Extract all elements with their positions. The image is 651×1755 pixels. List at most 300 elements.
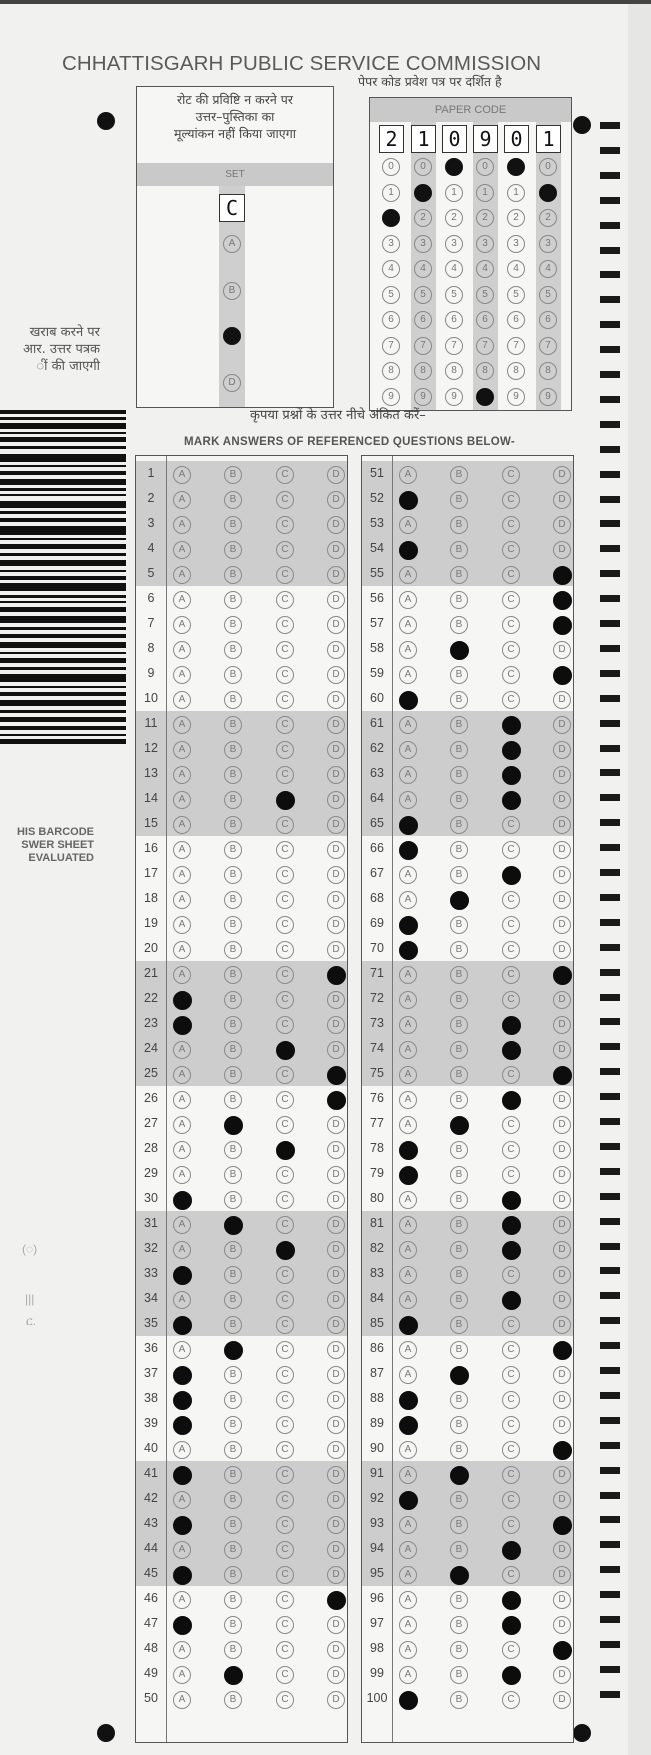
paper-code-bubble-3[interactable]: 3 — [539, 235, 557, 253]
answer-66-option-a-bubble[interactable] — [399, 841, 418, 860]
answer-31-option-c-bubble[interactable]: C — [276, 1216, 294, 1234]
answer-57-option-b-bubble[interactable]: B — [450, 616, 468, 634]
answer-29-option-d-bubble[interactable]: D — [327, 1166, 345, 1184]
answer-56-option-a-bubble[interactable]: A — [399, 591, 417, 609]
answer-69-option-c-bubble[interactable]: C — [502, 916, 520, 934]
paper-code-bubble-2[interactable] — [382, 209, 400, 227]
answer-33-option-d-bubble[interactable]: D — [327, 1266, 345, 1284]
answer-50-option-d-bubble[interactable]: D — [327, 1691, 345, 1709]
paper-code-bubble-9[interactable]: 9 — [445, 388, 463, 406]
answer-67-option-a-bubble[interactable]: A — [399, 866, 417, 884]
answer-33-option-b-bubble[interactable]: B — [224, 1266, 242, 1284]
answer-57-option-c-bubble[interactable]: C — [502, 616, 520, 634]
answer-10-option-d-bubble[interactable]: D — [327, 691, 345, 709]
answer-36-option-c-bubble[interactable]: C — [276, 1341, 294, 1359]
paper-code-bubble-2[interactable]: 2 — [476, 209, 494, 227]
answer-2-option-a-bubble[interactable]: A — [173, 491, 191, 509]
paper-code-bubble-8[interactable]: 8 — [382, 362, 400, 380]
answer-82-option-c-bubble[interactable] — [502, 1241, 521, 1260]
answer-19-option-d-bubble[interactable]: D — [327, 916, 345, 934]
answer-53-option-a-bubble[interactable]: A — [399, 516, 417, 534]
answer-21-option-a-bubble[interactable]: A — [173, 966, 191, 984]
answer-66-option-d-bubble[interactable]: D — [553, 841, 571, 859]
answer-50-option-a-bubble[interactable]: A — [173, 1691, 191, 1709]
answer-22-option-d-bubble[interactable]: D — [327, 991, 345, 1009]
answer-76-option-d-bubble[interactable]: D — [553, 1091, 571, 1109]
answer-17-option-c-bubble[interactable]: C — [276, 866, 294, 884]
answer-26-option-a-bubble[interactable]: A — [173, 1091, 191, 1109]
answer-42-option-d-bubble[interactable]: D — [327, 1491, 345, 1509]
answer-90-option-a-bubble[interactable]: A — [399, 1441, 417, 1459]
paper-code-bubble-9[interactable]: 9 — [414, 388, 432, 406]
answer-59-option-b-bubble[interactable]: B — [450, 666, 468, 684]
answer-91-option-c-bubble[interactable]: C — [502, 1466, 520, 1484]
answer-66-option-b-bubble[interactable]: B — [450, 841, 468, 859]
paper-code-bubble-4[interactable]: 4 — [445, 260, 463, 278]
answer-26-option-d-bubble[interactable] — [327, 1091, 346, 1110]
answer-7-option-a-bubble[interactable]: A — [173, 616, 191, 634]
answer-73-option-b-bubble[interactable]: B — [450, 1016, 468, 1034]
answer-41-option-c-bubble[interactable]: C — [276, 1466, 294, 1484]
answer-16-option-c-bubble[interactable]: C — [276, 841, 294, 859]
answer-36-option-b-bubble[interactable] — [224, 1341, 243, 1360]
answer-29-option-c-bubble[interactable]: C — [276, 1166, 294, 1184]
paper-code-bubble-1[interactable]: 1 — [382, 184, 400, 202]
paper-code-bubble-6[interactable]: 6 — [445, 311, 463, 329]
answer-74-option-c-bubble[interactable] — [502, 1041, 521, 1060]
answer-1-option-b-bubble[interactable]: B — [224, 466, 242, 484]
answer-20-option-a-bubble[interactable]: A — [173, 941, 191, 959]
paper-code-bubble-5[interactable]: 5 — [414, 286, 432, 304]
answer-11-option-b-bubble[interactable]: B — [224, 716, 242, 734]
answer-96-option-a-bubble[interactable]: A — [399, 1591, 417, 1609]
answer-54-option-a-bubble[interactable] — [399, 541, 418, 560]
answer-84-option-c-bubble[interactable] — [502, 1291, 521, 1310]
answer-70-option-c-bubble[interactable]: C — [502, 941, 520, 959]
answer-16-option-b-bubble[interactable]: B — [224, 841, 242, 859]
answer-71-option-a-bubble[interactable]: A — [399, 966, 417, 984]
answer-82-option-d-bubble[interactable]: D — [553, 1241, 571, 1259]
paper-code-bubble-2[interactable]: 2 — [445, 209, 463, 227]
answer-39-option-d-bubble[interactable]: D — [327, 1416, 345, 1434]
answer-44-option-b-bubble[interactable]: B — [224, 1541, 242, 1559]
answer-65-option-b-bubble[interactable]: B — [450, 816, 468, 834]
answer-79-option-a-bubble[interactable] — [399, 1166, 418, 1185]
answer-27-option-d-bubble[interactable]: D — [327, 1116, 345, 1134]
answer-46-option-a-bubble[interactable]: A — [173, 1591, 191, 1609]
answer-84-option-b-bubble[interactable]: B — [450, 1291, 468, 1309]
answer-7-option-c-bubble[interactable]: C — [276, 616, 294, 634]
answer-46-option-c-bubble[interactable]: C — [276, 1591, 294, 1609]
answer-13-option-b-bubble[interactable]: B — [224, 766, 242, 784]
answer-3-option-c-bubble[interactable]: C — [276, 516, 294, 534]
paper-code-bubble-7[interactable]: 7 — [414, 337, 432, 355]
answer-9-option-a-bubble[interactable]: A — [173, 666, 191, 684]
answer-68-option-b-bubble[interactable] — [450, 891, 469, 910]
answer-25-option-b-bubble[interactable]: B — [224, 1066, 242, 1084]
answer-17-option-b-bubble[interactable]: B — [224, 866, 242, 884]
answer-6-option-d-bubble[interactable]: D — [327, 591, 345, 609]
answer-43-option-b-bubble[interactable]: B — [224, 1516, 242, 1534]
answer-23-option-c-bubble[interactable]: C — [276, 1016, 294, 1034]
answer-57-option-a-bubble[interactable]: A — [399, 616, 417, 634]
answer-92-option-a-bubble[interactable] — [399, 1491, 418, 1510]
answer-70-option-b-bubble[interactable]: B — [450, 941, 468, 959]
answer-12-option-d-bubble[interactable]: D — [327, 741, 345, 759]
answer-78-option-a-bubble[interactable] — [399, 1141, 418, 1160]
answer-77-option-d-bubble[interactable]: D — [553, 1116, 571, 1134]
answer-39-option-a-bubble[interactable] — [173, 1416, 192, 1435]
answer-39-option-c-bubble[interactable]: C — [276, 1416, 294, 1434]
answer-40-option-a-bubble[interactable]: A — [173, 1441, 191, 1459]
answer-10-option-c-bubble[interactable]: C — [276, 691, 294, 709]
paper-code-bubble-6[interactable]: 6 — [414, 311, 432, 329]
paper-code-bubble-0[interactable]: 0 — [414, 158, 432, 176]
answer-6-option-c-bubble[interactable]: C — [276, 591, 294, 609]
answer-94-option-d-bubble[interactable]: D — [553, 1541, 571, 1559]
paper-code-bubble-3[interactable]: 3 — [414, 235, 432, 253]
answer-81-option-d-bubble[interactable]: D — [553, 1216, 571, 1234]
paper-code-bubble-4[interactable]: 4 — [507, 260, 525, 278]
answer-5-option-b-bubble[interactable]: B — [224, 566, 242, 584]
answer-67-option-d-bubble[interactable]: D — [553, 866, 571, 884]
answer-59-option-d-bubble[interactable] — [553, 666, 572, 685]
answer-65-option-a-bubble[interactable] — [399, 816, 418, 835]
answer-88-option-d-bubble[interactable]: D — [553, 1391, 571, 1409]
paper-code-bubble-5[interactable]: 5 — [539, 286, 557, 304]
answer-21-option-d-bubble[interactable] — [327, 966, 346, 985]
answer-29-option-b-bubble[interactable]: B — [224, 1166, 242, 1184]
answer-3-option-a-bubble[interactable]: A — [173, 516, 191, 534]
answer-7-option-d-bubble[interactable]: D — [327, 616, 345, 634]
answer-62-option-c-bubble[interactable] — [502, 741, 521, 760]
paper-code-bubble-0[interactable] — [507, 158, 525, 176]
answer-50-option-c-bubble[interactable]: C — [276, 1691, 294, 1709]
paper-code-bubble-3[interactable]: 3 — [382, 235, 400, 253]
answer-13-option-d-bubble[interactable]: D — [327, 766, 345, 784]
answer-14-option-c-bubble[interactable] — [276, 791, 295, 810]
answer-19-option-b-bubble[interactable]: B — [224, 916, 242, 934]
answer-35-option-d-bubble[interactable]: D — [327, 1316, 345, 1334]
answer-47-option-b-bubble[interactable]: B — [224, 1616, 242, 1634]
answer-36-option-a-bubble[interactable]: A — [173, 1341, 191, 1359]
answer-52-option-c-bubble[interactable]: C — [502, 491, 520, 509]
answer-29-option-a-bubble[interactable]: A — [173, 1166, 191, 1184]
paper-code-bubble-5[interactable]: 5 — [445, 286, 463, 304]
answer-55-option-b-bubble[interactable]: B — [450, 566, 468, 584]
answer-15-option-b-bubble[interactable]: B — [224, 816, 242, 834]
answer-26-option-b-bubble[interactable]: B — [224, 1091, 242, 1109]
answer-20-option-d-bubble[interactable]: D — [327, 941, 345, 959]
answer-59-option-a-bubble[interactable]: A — [399, 666, 417, 684]
answer-98-option-c-bubble[interactable]: C — [502, 1641, 520, 1659]
answer-62-option-d-bubble[interactable]: D — [553, 741, 571, 759]
answer-28-option-b-bubble[interactable]: B — [224, 1141, 242, 1159]
answer-35-option-c-bubble[interactable]: C — [276, 1316, 294, 1334]
answer-48-option-a-bubble[interactable]: A — [173, 1641, 191, 1659]
paper-code-bubble-1[interactable]: 1 — [445, 184, 463, 202]
answer-38-option-b-bubble[interactable]: B — [224, 1391, 242, 1409]
answer-8-option-d-bubble[interactable]: D — [327, 641, 345, 659]
answer-4-option-b-bubble[interactable]: B — [224, 541, 242, 559]
answer-33-option-a-bubble[interactable] — [173, 1266, 192, 1285]
paper-code-bubble-3[interactable]: 3 — [507, 235, 525, 253]
answer-91-option-d-bubble[interactable]: D — [553, 1466, 571, 1484]
answer-34-option-b-bubble[interactable]: B — [224, 1291, 242, 1309]
answer-93-option-d-bubble[interactable] — [553, 1516, 572, 1535]
answer-55-option-a-bubble[interactable]: A — [399, 566, 417, 584]
answer-49-option-d-bubble[interactable]: D — [327, 1666, 345, 1684]
paper-code-bubble-2[interactable]: 2 — [414, 209, 432, 227]
answer-45-option-a-bubble[interactable] — [173, 1566, 192, 1585]
answer-99-option-b-bubble[interactable]: B — [450, 1666, 468, 1684]
answer-74-option-a-bubble[interactable]: A — [399, 1041, 417, 1059]
answer-9-option-b-bubble[interactable]: B — [224, 666, 242, 684]
answer-61-option-d-bubble[interactable]: D — [553, 716, 571, 734]
answer-34-option-d-bubble[interactable]: D — [327, 1291, 345, 1309]
answer-60-option-c-bubble[interactable]: C — [502, 691, 520, 709]
answer-39-option-b-bubble[interactable]: B — [224, 1416, 242, 1434]
answer-76-option-a-bubble[interactable]: A — [399, 1091, 417, 1109]
answer-78-option-c-bubble[interactable]: C — [502, 1141, 520, 1159]
answer-42-option-c-bubble[interactable]: C — [276, 1491, 294, 1509]
answer-58-option-a-bubble[interactable]: A — [399, 641, 417, 659]
answer-16-option-a-bubble[interactable]: A — [173, 841, 191, 859]
answer-90-option-d-bubble[interactable] — [553, 1441, 572, 1460]
answer-55-option-d-bubble[interactable] — [553, 566, 572, 585]
answer-60-option-a-bubble[interactable] — [399, 691, 418, 710]
answer-64-option-c-bubble[interactable] — [502, 791, 521, 810]
paper-code-bubble-6[interactable]: 6 — [476, 311, 494, 329]
answer-56-option-c-bubble[interactable]: C — [502, 591, 520, 609]
answer-87-option-c-bubble[interactable]: C — [502, 1366, 520, 1384]
paper-code-bubble-9[interactable]: 9 — [382, 388, 400, 406]
answer-30-option-a-bubble[interactable] — [173, 1191, 192, 1210]
answer-71-option-d-bubble[interactable] — [553, 966, 572, 985]
answer-14-option-b-bubble[interactable]: B — [224, 791, 242, 809]
set-option-b-bubble[interactable]: B — [223, 282, 241, 300]
answer-49-option-a-bubble[interactable]: A — [173, 1666, 191, 1684]
set-option-c-bubble[interactable] — [223, 327, 241, 345]
answer-68-option-c-bubble[interactable]: C — [502, 891, 520, 909]
paper-code-bubble-6[interactable]: 6 — [539, 311, 557, 329]
answer-87-option-b-bubble[interactable] — [450, 1366, 469, 1385]
answer-34-option-c-bubble[interactable]: C — [276, 1291, 294, 1309]
answer-42-option-a-bubble[interactable]: A — [173, 1491, 191, 1509]
answer-89-option-a-bubble[interactable] — [399, 1416, 418, 1435]
answer-94-option-b-bubble[interactable]: B — [450, 1541, 468, 1559]
answer-84-option-a-bubble[interactable]: A — [399, 1291, 417, 1309]
answer-88-option-a-bubble[interactable] — [399, 1391, 418, 1410]
paper-code-bubble-0[interactable]: 0 — [382, 158, 400, 176]
answer-62-option-a-bubble[interactable]: A — [399, 741, 417, 759]
answer-71-option-c-bubble[interactable]: C — [502, 966, 520, 984]
answer-4-option-a-bubble[interactable]: A — [173, 541, 191, 559]
answer-4-option-d-bubble[interactable]: D — [327, 541, 345, 559]
answer-1-option-d-bubble[interactable]: D — [327, 466, 345, 484]
answer-38-option-c-bubble[interactable]: C — [276, 1391, 294, 1409]
answer-99-option-c-bubble[interactable] — [502, 1666, 521, 1685]
answer-31-option-a-bubble[interactable]: A — [173, 1216, 191, 1234]
answer-98-option-b-bubble[interactable]: B — [450, 1641, 468, 1659]
answer-97-option-c-bubble[interactable] — [502, 1616, 521, 1635]
answer-61-option-c-bubble[interactable] — [502, 716, 521, 735]
answer-100-option-a-bubble[interactable] — [399, 1691, 418, 1710]
answer-14-option-d-bubble[interactable]: D — [327, 791, 345, 809]
answer-83-option-a-bubble[interactable]: A — [399, 1266, 417, 1284]
answer-82-option-a-bubble[interactable]: A — [399, 1241, 417, 1259]
answer-51-option-b-bubble[interactable]: B — [450, 466, 468, 484]
answer-47-option-c-bubble[interactable]: C — [276, 1616, 294, 1634]
answer-69-option-b-bubble[interactable]: B — [450, 916, 468, 934]
answer-95-option-c-bubble[interactable]: C — [502, 1566, 520, 1584]
set-option-a-bubble[interactable]: A — [223, 235, 241, 253]
answer-24-option-d-bubble[interactable]: D — [327, 1041, 345, 1059]
answer-36-option-d-bubble[interactable]: D — [327, 1341, 345, 1359]
answer-89-option-c-bubble[interactable]: C — [502, 1416, 520, 1434]
paper-code-bubble-1[interactable] — [414, 184, 432, 202]
answer-70-option-d-bubble[interactable]: D — [553, 941, 571, 959]
paper-code-bubble-4[interactable]: 4 — [382, 260, 400, 278]
answer-16-option-d-bubble[interactable]: D — [327, 841, 345, 859]
answer-72-option-a-bubble[interactable]: A — [399, 991, 417, 1009]
answer-32-option-a-bubble[interactable]: A — [173, 1241, 191, 1259]
answer-12-option-a-bubble[interactable]: A — [173, 741, 191, 759]
answer-27-option-a-bubble[interactable]: A — [173, 1116, 191, 1134]
answer-28-option-c-bubble[interactable] — [276, 1141, 295, 1160]
answer-30-option-d-bubble[interactable]: D — [327, 1191, 345, 1209]
answer-74-option-d-bubble[interactable]: D — [553, 1041, 571, 1059]
answer-8-option-c-bubble[interactable]: C — [276, 641, 294, 659]
answer-2-option-b-bubble[interactable]: B — [224, 491, 242, 509]
answer-15-option-c-bubble[interactable]: C — [276, 816, 294, 834]
answer-99-option-d-bubble[interactable]: D — [553, 1666, 571, 1684]
answer-57-option-d-bubble[interactable] — [553, 616, 572, 635]
answer-23-option-d-bubble[interactable]: D — [327, 1016, 345, 1034]
answer-80-option-b-bubble[interactable]: B — [450, 1191, 468, 1209]
answer-77-option-a-bubble[interactable]: A — [399, 1116, 417, 1134]
answer-26-option-c-bubble[interactable]: C — [276, 1091, 294, 1109]
answer-27-option-c-bubble[interactable]: C — [276, 1116, 294, 1134]
paper-code-bubble-4[interactable]: 4 — [414, 260, 432, 278]
answer-96-option-d-bubble[interactable]: D — [553, 1591, 571, 1609]
answer-73-option-d-bubble[interactable]: D — [553, 1016, 571, 1034]
answer-64-option-a-bubble[interactable]: A — [399, 791, 417, 809]
answer-51-option-c-bubble[interactable]: C — [502, 466, 520, 484]
answer-94-option-c-bubble[interactable] — [502, 1541, 521, 1560]
paper-code-bubble-2[interactable]: 2 — [507, 209, 525, 227]
answer-46-option-d-bubble[interactable] — [327, 1591, 346, 1610]
answer-22-option-b-bubble[interactable]: B — [224, 991, 242, 1009]
answer-20-option-b-bubble[interactable]: B — [224, 941, 242, 959]
answer-86-option-b-bubble[interactable]: B — [450, 1341, 468, 1359]
answer-11-option-d-bubble[interactable]: D — [327, 716, 345, 734]
answer-97-option-a-bubble[interactable]: A — [399, 1616, 417, 1634]
answer-99-option-a-bubble[interactable]: A — [399, 1666, 417, 1684]
answer-65-option-d-bubble[interactable]: D — [553, 816, 571, 834]
answer-23-option-b-bubble[interactable]: B — [224, 1016, 242, 1034]
paper-code-bubble-1[interactable]: 1 — [476, 184, 494, 202]
answer-93-option-a-bubble[interactable]: A — [399, 1516, 417, 1534]
answer-17-option-d-bubble[interactable]: D — [327, 866, 345, 884]
answer-85-option-c-bubble[interactable]: C — [502, 1316, 520, 1334]
answer-3-option-b-bubble[interactable]: B — [224, 516, 242, 534]
paper-code-bubble-7[interactable]: 7 — [507, 337, 525, 355]
answer-52-option-b-bubble[interactable]: B — [450, 491, 468, 509]
answer-67-option-c-bubble[interactable] — [502, 866, 521, 885]
answer-95-option-a-bubble[interactable]: A — [399, 1566, 417, 1584]
paper-code-bubble-8[interactable]: 8 — [507, 362, 525, 380]
answer-88-option-c-bubble[interactable]: C — [502, 1391, 520, 1409]
paper-code-bubble-0[interactable]: 0 — [476, 158, 494, 176]
answer-96-option-c-bubble[interactable] — [502, 1591, 521, 1610]
answer-47-option-a-bubble[interactable] — [173, 1616, 192, 1635]
answer-10-option-b-bubble[interactable]: B — [224, 691, 242, 709]
answer-38-option-d-bubble[interactable]: D — [327, 1391, 345, 1409]
answer-41-option-b-bubble[interactable]: B — [224, 1466, 242, 1484]
answer-68-option-d-bubble[interactable]: D — [553, 891, 571, 909]
answer-2-option-c-bubble[interactable]: C — [276, 491, 294, 509]
answer-71-option-b-bubble[interactable]: B — [450, 966, 468, 984]
answer-17-option-a-bubble[interactable]: A — [173, 866, 191, 884]
paper-code-bubble-5[interactable]: 5 — [507, 286, 525, 304]
paper-code-bubble-7[interactable]: 7 — [445, 337, 463, 355]
answer-51-option-d-bubble[interactable]: D — [553, 466, 571, 484]
answer-54-option-c-bubble[interactable]: C — [502, 541, 520, 559]
paper-code-bubble-2[interactable]: 2 — [539, 209, 557, 227]
answer-37-option-b-bubble[interactable]: B — [224, 1366, 242, 1384]
answer-75-option-a-bubble[interactable]: A — [399, 1066, 417, 1084]
paper-code-bubble-4[interactable]: 4 — [476, 260, 494, 278]
answer-90-option-b-bubble[interactable]: B — [450, 1441, 468, 1459]
answer-76-option-c-bubble[interactable] — [502, 1091, 521, 1110]
paper-code-bubble-6[interactable]: 6 — [382, 311, 400, 329]
answer-41-option-a-bubble[interactable] — [173, 1466, 192, 1485]
answer-34-option-a-bubble[interactable]: A — [173, 1291, 191, 1309]
answer-48-option-c-bubble[interactable]: C — [276, 1641, 294, 1659]
answer-87-option-d-bubble[interactable]: D — [553, 1366, 571, 1384]
answer-81-option-c-bubble[interactable] — [502, 1216, 521, 1235]
answer-45-option-c-bubble[interactable]: C — [276, 1566, 294, 1584]
answer-53-option-d-bubble[interactable]: D — [553, 516, 571, 534]
answer-43-option-c-bubble[interactable]: C — [276, 1516, 294, 1534]
answer-15-option-d-bubble[interactable]: D — [327, 816, 345, 834]
answer-42-option-b-bubble[interactable]: B — [224, 1491, 242, 1509]
answer-76-option-b-bubble[interactable]: B — [450, 1091, 468, 1109]
answer-40-option-d-bubble[interactable]: D — [327, 1441, 345, 1459]
answer-74-option-b-bubble[interactable]: B — [450, 1041, 468, 1059]
answer-27-option-b-bubble[interactable] — [224, 1116, 243, 1135]
answer-53-option-b-bubble[interactable]: B — [450, 516, 468, 534]
paper-code-bubble-4[interactable]: 4 — [539, 260, 557, 278]
answer-65-option-c-bubble[interactable]: C — [502, 816, 520, 834]
paper-code-bubble-9[interactable]: 9 — [539, 388, 557, 406]
answer-35-option-a-bubble[interactable] — [173, 1316, 192, 1335]
answer-11-option-a-bubble[interactable]: A — [173, 716, 191, 734]
answer-5-option-c-bubble[interactable]: C — [276, 566, 294, 584]
answer-83-option-c-bubble[interactable]: C — [502, 1266, 520, 1284]
answer-54-option-b-bubble[interactable]: B — [450, 541, 468, 559]
answer-75-option-c-bubble[interactable]: C — [502, 1066, 520, 1084]
answer-58-option-d-bubble[interactable]: D — [553, 641, 571, 659]
answer-52-option-a-bubble[interactable] — [399, 491, 418, 510]
answer-85-option-b-bubble[interactable]: B — [450, 1316, 468, 1334]
answer-19-option-a-bubble[interactable]: A — [173, 916, 191, 934]
answer-79-option-d-bubble[interactable]: D — [553, 1166, 571, 1184]
paper-code-bubble-1[interactable] — [539, 184, 557, 202]
answer-83-option-b-bubble[interactable]: B — [450, 1266, 468, 1284]
answer-11-option-c-bubble[interactable]: C — [276, 716, 294, 734]
